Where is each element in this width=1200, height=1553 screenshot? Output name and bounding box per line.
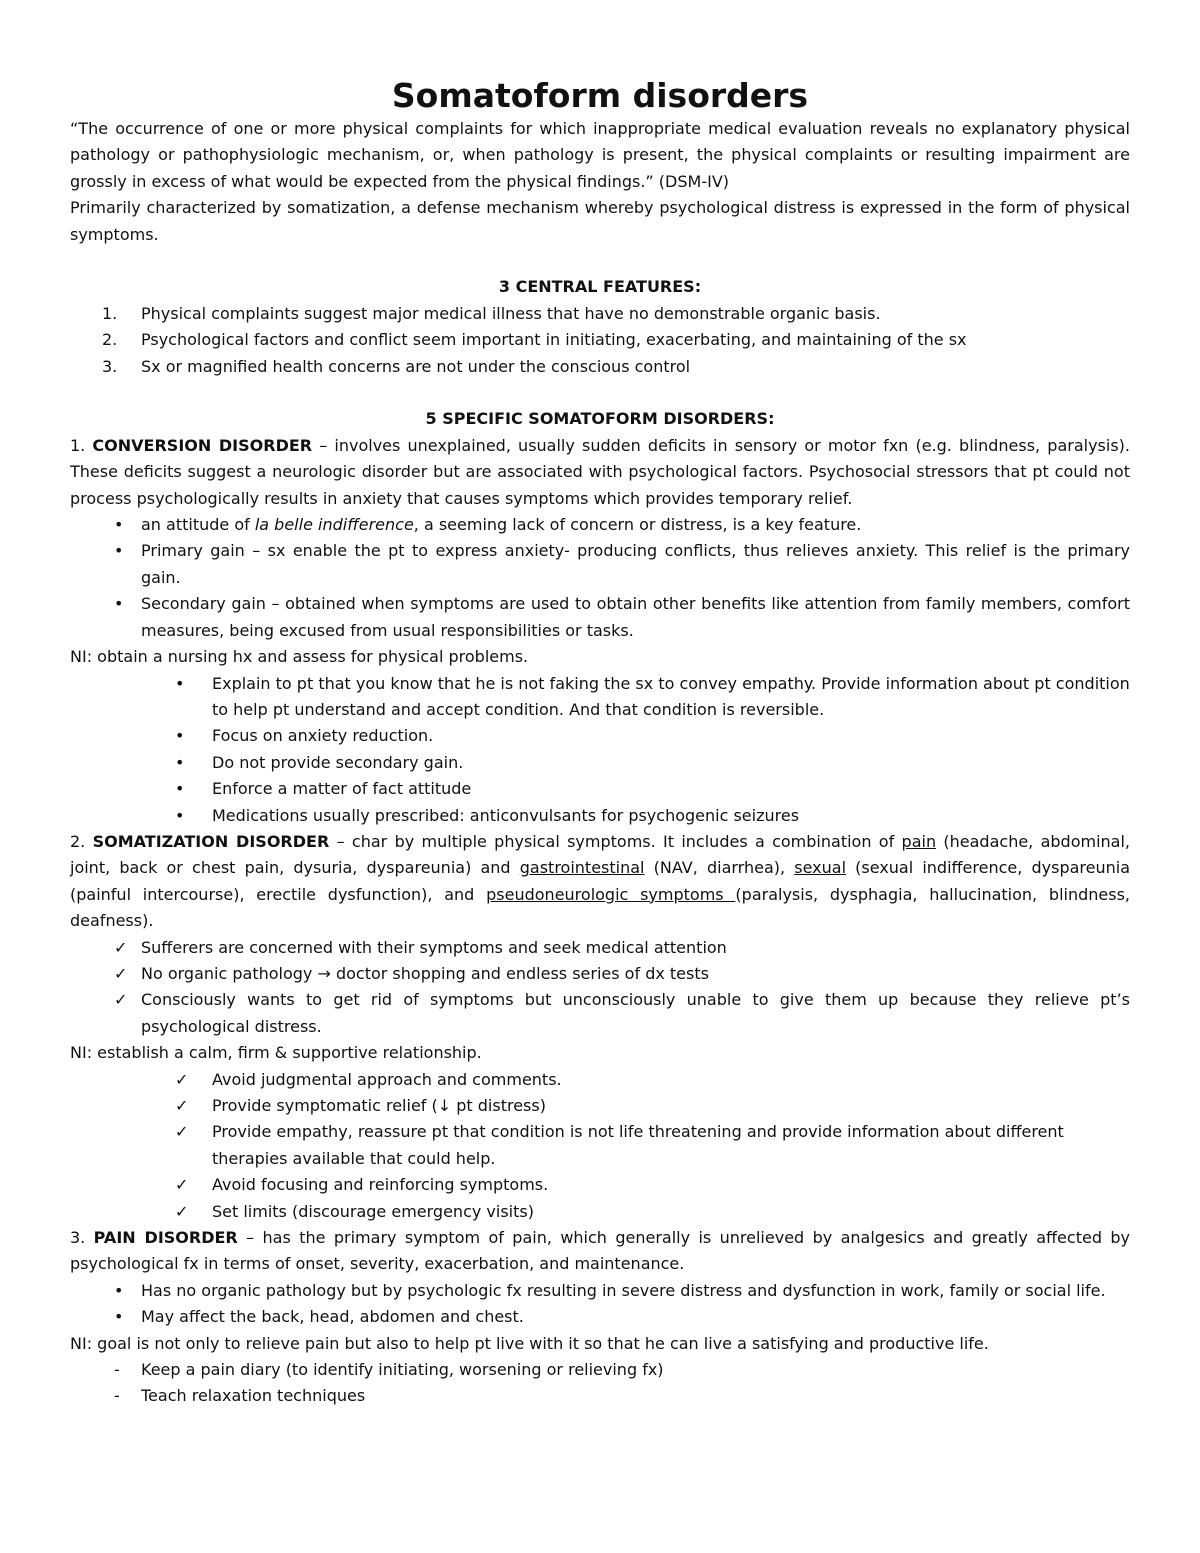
item-text: Keep a pain diary (to identify initiating, worsening or relieving fx) — [141, 1360, 664, 1380]
list-item — [70, 803, 1130, 829]
section-number: 3. — [70, 1228, 94, 1248]
bullet-icon: • — [114, 541, 124, 561]
item-text: Avoid judgmental approach and comments. — [212, 1069, 562, 1089]
pain-disorder-desc: – has the primary symptom of pain, which generally is unrelieved by analgesics and greatly affected by psychological fx in terms of onset, severity, exacerbation, and maintenance. — [70, 1228, 1130, 1274]
item-text: Secondary gain – obtained when symptoms are used to obtain other benefits like attention from family members, comfort measures, being excused from usual responsibilities or tasks. — [141, 594, 1130, 640]
item-text: Teach relaxation techniques — [141, 1386, 366, 1406]
central-features-heading: 3 CENTRAL FEATURES: — [498, 277, 702, 297]
list-item — [70, 723, 1130, 749]
check-icon: ✓ — [114, 990, 128, 1010]
list-item — [70, 1304, 1130, 1330]
bullet-icon: • — [114, 515, 124, 535]
list-item — [70, 1357, 1130, 1383]
item-text: Provide empathy, reassure pt that condition is not life threatening and provide information about different therapies available that could help. — [212, 1122, 1064, 1168]
conversion-disorder-desc: – involves unexplained, usually sudden deficits in sensory or motor fxn (e.g. blindness, paralysis). These deficits suggest a neurologic disorder but are associated with psychological factors. Psychosocial stressors that pt could not process psychologically results in anxiety that causes symptoms which provides temporary relief. — [70, 435, 1130, 508]
item-text: Explain to pt that you know that he is not faking the sx to convey empathy. Provide information about pt condition to help pt understand and accept condition. And that condition is reversible. — [212, 673, 1130, 719]
item-number: 2. — [102, 330, 118, 350]
list-item — [70, 1093, 1130, 1119]
sexual-term: sexual — [794, 858, 847, 878]
list-item — [70, 1067, 1130, 1093]
item-text: May affect the back, head, abdomen and chest. — [141, 1307, 524, 1327]
item-text: Sufferers are concerned with their symptoms and seek medical attention — [141, 937, 727, 957]
list-item — [70, 961, 1130, 987]
list-item — [70, 591, 1130, 644]
desc-text: (paralysis, dysphagia, hallucination, blindness, deafness). — [70, 884, 1131, 931]
central-feature-item — [70, 354, 1130, 380]
item-text: Focus on anxiety reduction. — [212, 726, 434, 746]
bullet-icon: • — [175, 752, 185, 772]
bullet-icon: • — [114, 1307, 124, 1327]
item-text: Avoid focusing and reinforcing symptoms. — [212, 1175, 549, 1195]
list-item — [70, 987, 1130, 1040]
nursing-intervention-label: NI: goal is not only to relieve pain but also to help pt live with it so that he can live a satisfying and productive life. — [70, 1333, 989, 1353]
pain-disorder-name: PAIN DISORDER — [93, 1228, 238, 1248]
pseudoneurologic-term: pseudoneurologic symptoms — [486, 884, 736, 904]
somatization-disorder-name: SOMATIZATION DISORDER — [92, 831, 330, 851]
specific-disorders-heading: 5 SPECIFIC SOMATOFORM DISORDERS: — [425, 409, 775, 429]
bullet-icon: • — [175, 726, 185, 746]
list-item — [70, 538, 1130, 591]
item-text: Medications usually prescribed: anticonvulsants for psychogenic seizures — [212, 805, 800, 825]
item-text: No organic pathology → doctor shopping and endless series of dx tests — [141, 963, 709, 983]
bullet-icon: • — [175, 779, 185, 799]
item-text: Consciously wants to get rid of symptoms but unconsciously unable to give them up because they relieve pt’s psychological distress. — [141, 990, 1130, 1036]
item-number: 1. — [102, 303, 118, 323]
la-belle-indifference: la belle indifference — [254, 515, 414, 535]
somatization-characterization: Primarily characterized by somatization, a defense mechanism whereby psychological distress is expressed in the form of physical symptoms. — [70, 198, 1130, 244]
bullet-icon: • — [114, 1280, 124, 1300]
check-icon: ✓ — [175, 1201, 189, 1221]
list-item — [70, 1199, 1130, 1225]
bullet-icon: • — [114, 594, 124, 614]
desc-text: (NAV, diarrhea), — [644, 858, 795, 878]
item-text: , a seeming lack of concern or distress, is a key feature. — [413, 515, 862, 535]
list-item — [70, 1278, 1130, 1304]
nursing-intervention-label: NI: obtain a nursing hx and assess for physical problems. — [70, 647, 529, 667]
list-item — [70, 1119, 1130, 1172]
check-icon: ✓ — [175, 1096, 189, 1115]
item-text: Set limits (discourage emergency visits) — [212, 1201, 534, 1221]
item-text: Physical complaints suggest major medical illness that have no demonstrable organic basis. — [141, 303, 881, 323]
check-icon: ✓ — [114, 937, 128, 957]
item-text: Has no organic pathology but by psychologic fx resulting in severe distress and dysfunction in work, family or social life. — [141, 1280, 1106, 1300]
dash-icon: - — [114, 1360, 120, 1380]
check-icon: ✓ — [175, 1069, 189, 1089]
list-item — [70, 750, 1130, 776]
pain-term: pain — [901, 831, 937, 851]
page-title: Somatoform disorders — [391, 76, 809, 115]
item-text: Primary gain – sx enable the pt to express anxiety- producing conflicts, thus relieves anxiety. This relief is the primary gain. — [141, 541, 1130, 587]
list-item — [70, 776, 1130, 802]
item-text: Do not provide secondary gain. — [212, 752, 464, 772]
desc-text: (headache, abdominal, joint, back or chest pain, dysuria, dyspareunia) and — [70, 831, 1130, 878]
item-text: an attitude of — [141, 515, 255, 535]
item-number: 3. — [102, 356, 118, 376]
list-item — [70, 1383, 1130, 1409]
desc-text: – char by multiple physical symptoms. It includes a combination of — [329, 831, 902, 851]
dash-icon: - — [114, 1386, 120, 1406]
section-number: 2. — [70, 831, 93, 851]
somatization-disorder-paragraph — [70, 829, 1130, 935]
list-item — [70, 512, 1130, 538]
desc-text: (sexual indifference, dyspareunia (painful intercourse), erectile dysfunction), and — [70, 858, 1131, 904]
check-icon: ✓ — [114, 963, 128, 983]
gastrointestinal-term: gastrointestinal — [519, 858, 645, 878]
bullet-icon: • — [175, 805, 185, 825]
nursing-intervention-label: NI: establish a calm, firm & supportive relationship. — [70, 1043, 482, 1063]
central-feature-item — [70, 301, 1130, 327]
check-icon: ✓ — [175, 1175, 189, 1195]
check-icon: ✓ — [175, 1122, 189, 1142]
item-text: Sx or magnified health concerns are not under the conscious control — [141, 356, 691, 376]
list-item — [70, 935, 1130, 961]
bullet-icon: • — [175, 673, 185, 693]
item-text: Provide symptomatic relief (↓ pt distress) — [212, 1096, 546, 1115]
section-number: 1. — [70, 435, 93, 455]
conversion-disorder-name: CONVERSION DISORDER — [92, 435, 313, 455]
list-item — [70, 1172, 1130, 1198]
conversion-disorder-paragraph — [70, 433, 1130, 512]
list-item — [70, 671, 1130, 724]
pain-disorder-paragraph — [70, 1225, 1130, 1278]
central-feature-item — [70, 327, 1130, 353]
dsm-definition: “The occurrence of one or more physical complaints for which inappropriate medical evaluation reveals no explanatory physical pathology or pathophysiologic mechanism, or, when pathology is present, the physical complaints or resulting impairment are grossly in excess of what would be expected from the physical findings.” (DSM-IV) — [70, 119, 1130, 191]
item-text: Psychological factors and conflict seem important in initiating, exacerbating, and maintaining of the sx — [141, 330, 967, 350]
item-text: Enforce a matter of fact attitude — [212, 779, 472, 799]
